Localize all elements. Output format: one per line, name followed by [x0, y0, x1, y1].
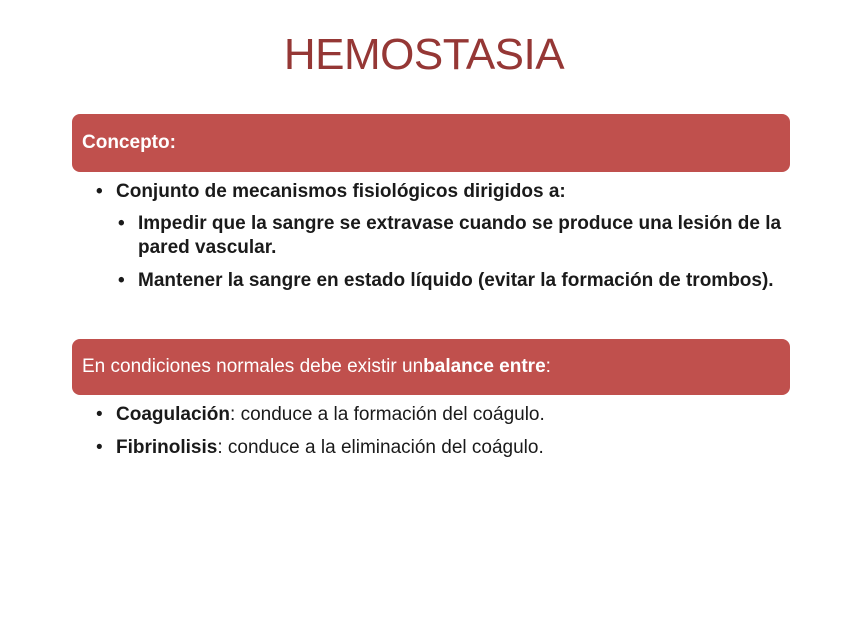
- balance-item: [96, 403, 796, 427]
- bullet-icon: •: [96, 181, 103, 202]
- balance-item: [96, 436, 796, 460]
- concept-intro-item: [96, 180, 796, 204]
- bullet-icon: •: [96, 404, 103, 425]
- bullet-icon: •: [118, 213, 125, 234]
- concept-point-text: Mantener la sangre en estado líquido (evitar la formación de trombos).: [138, 270, 774, 291]
- bullet-icon: •: [96, 437, 103, 458]
- balance-banner-prefix: En condiciones normales debe existir un: [82, 356, 424, 377]
- concept-point-text: Impedir que la sangre se extravase cuando se produce una lesión de la pared vascular.: [138, 213, 782, 258]
- balance-item-term: Fibrinolisis: [116, 437, 218, 458]
- concept-list: [96, 180, 796, 293]
- balance-banner: [72, 339, 790, 395]
- balance-banner-bold: balance entre: [423, 356, 546, 377]
- balance-item-desc: : conduce a la eliminación del coágulo.: [217, 437, 544, 458]
- slide-title: HEMOSTASIA: [283, 30, 565, 79]
- concept-point-item: [118, 269, 796, 293]
- concept-banner: [72, 114, 790, 172]
- balance-item-desc: : conduce a la formación del coágulo.: [230, 404, 545, 425]
- balance-banner-suffix: :: [545, 356, 551, 377]
- balance-list: [96, 403, 796, 460]
- concept-banner-label: Concepto:: [82, 132, 176, 153]
- concept-point-item: [118, 212, 796, 260]
- balance-item-term: Coagulación: [116, 404, 231, 425]
- bullet-icon: •: [118, 270, 125, 291]
- concept-intro-text: Conjunto de mecanismos fisiológicos dirigidos a:: [116, 181, 566, 202]
